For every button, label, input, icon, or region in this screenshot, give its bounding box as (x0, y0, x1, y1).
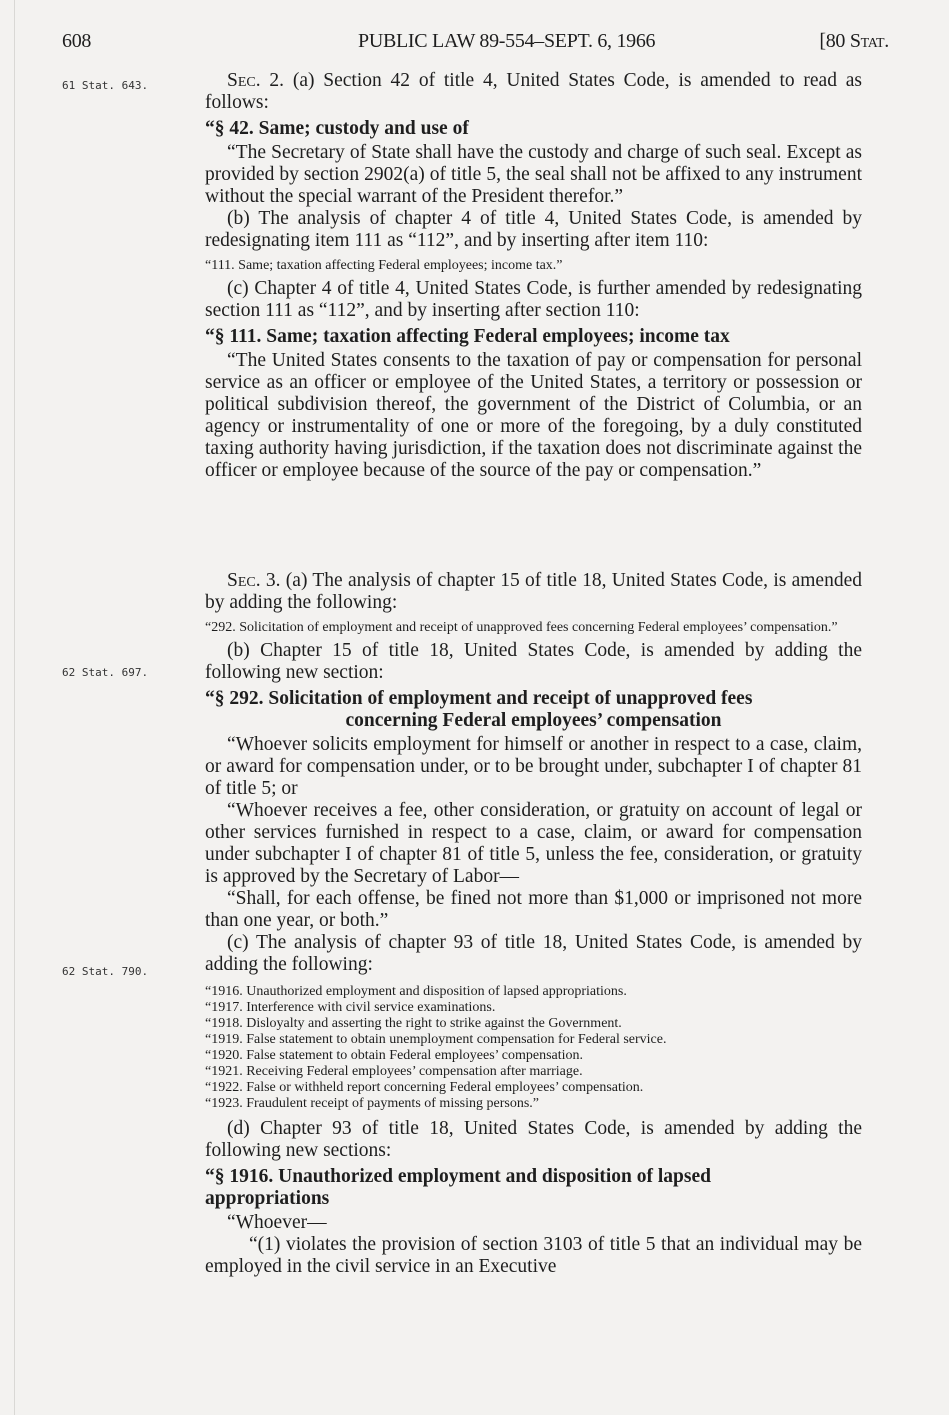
section-111-heading: “§ 111. Same; taxation affecting Federal employees; income tax (205, 326, 730, 347)
sec3-c-text: (c) The analysis of chapter 93 of title 18, United States Code, is amended by adding the following: (205, 932, 862, 975)
sec3-a-item: “292. Solicitation of employment and receipt of unapproved fees concerning Federal employees’ compensation.” (205, 620, 838, 635)
section-2 (205, 70, 862, 482)
sec2-b-text: (b) The analysis of chapter 4 of title 4, United States Code, is amended by redesignating item 111 as “112”, and by inserting after item 110: (205, 208, 862, 251)
chapter-93-analysis-list (205, 984, 862, 1112)
list-item: “1921. Receiving Federal employees’ compensation after marriage. (205, 1064, 583, 1079)
list-item: “1923. Fraudulent receipt of payments of missing persons.” (205, 1096, 539, 1111)
list-item: “1919. False statement to obtain unemployment compensation for Federal service. (205, 1032, 667, 1047)
sec2-c-text: (c) Chapter 4 of title 4, United States Code, is further amended by redesignating section 111 as “112”, and by inserting after section 110: (205, 278, 862, 321)
section-42-text: “The Secretary of State shall have the custody and charge of such seal. Except as provided by section 2902(a) of title 5, the seal shall not be affixed to any instrument without the special warrant of the President therefor.” (205, 142, 862, 207)
section-3 (205, 570, 862, 1278)
section-42-heading: “§ 42. Same; custody and use of (205, 118, 469, 139)
margin-note: 61 Stat. 643. (62, 79, 149, 92)
margin-note: 62 Stat. 697. (62, 666, 149, 679)
section-292-heading: “§ 292. Solicitation of employment and receipt of unapproved fees concerning Federal employees’ compensation (205, 688, 753, 731)
sec3-b-text: (b) Chapter 15 of title 18, United States Code, is amended by adding the following new section: (205, 640, 862, 683)
section-1916-heading: “§ 1916. Unauthorized employment and disposition of lapsed appropriations (205, 1166, 711, 1209)
margin-note: 62 Stat. 790. (62, 965, 149, 978)
list-item: “1920. False statement to obtain Federal employees’ compensation. (205, 1048, 584, 1063)
sec2-a-intro: Sec. 2. (a) Section 42 of title 4, United States Code, is amended to read as follows: (205, 70, 862, 113)
page-header (62, 30, 889, 58)
list-item: “1918. Disloyalty and asserting the right to strike against the Government. (205, 1016, 622, 1031)
list-item: “1917. Interference with civil service examinations. (205, 1000, 496, 1015)
section-292-paragraph: “Shall, for each offense, be fined not more than $1,000 or imprisoned not more than one year, or both.” (205, 888, 862, 931)
sec3-a-intro: Sec. 3. (a) The analysis of chapter 15 of title 18, United States Code, is amended by adding the following: (205, 570, 862, 613)
section-111-text: “The United States consents to the taxation of pay or compensation for personal service as an officer or employee of the United States, a territory or possession or political subdivision thereof, the government of the District of Columbia, or an agency or instrumentality of one or more of the foregoing, by a duly constituted taxing authority having jurisdiction, if the taxation does not discriminate against the officer or employee because of the source of the pay or compensation.” (205, 350, 862, 481)
volume-reference: [80 Stat. (819, 30, 889, 52)
running-title: PUBLIC LAW 89-554–SEPT. 6, 1966 (358, 30, 656, 52)
section-1916-clause-1: “(1) violates the provision of section 3103 of title 5 that an individual may be employed in the civil service in an Executive (205, 1234, 862, 1277)
section-292-paragraph: “Whoever receives a fee, other consideration, or gratuity on account of legal or other services furnished in respect to a case, claim, or award for compensation under subchapter I of chapter 81 of title 5, unless the fee, consideration, or gratuity is approved by the Secretary of Labor— (205, 800, 862, 887)
section-292-paragraph: “Whoever solicits employment for himself or another in respect to a case, claim, or award for compensation under, or to be brought under, subchapter I of chapter 81 of title 5; or (205, 734, 862, 799)
sec2-b-item: “111. Same; taxation affecting Federal employees; income tax.” (205, 258, 563, 273)
page-number: 608 (62, 30, 92, 52)
list-item: “1916. Unauthorized employment and disposition of lapsed appropriations. (205, 984, 627, 999)
section-1916-whoever: “Whoever— (227, 1212, 327, 1233)
list-item: “1922. False or withheld report concerning Federal employees’ compensation. (205, 1080, 644, 1095)
page-edge (14, 0, 15, 1415)
sec3-d-text: (d) Chapter 93 of title 18, United States Code, is amended by adding the following new sections: (205, 1118, 862, 1161)
